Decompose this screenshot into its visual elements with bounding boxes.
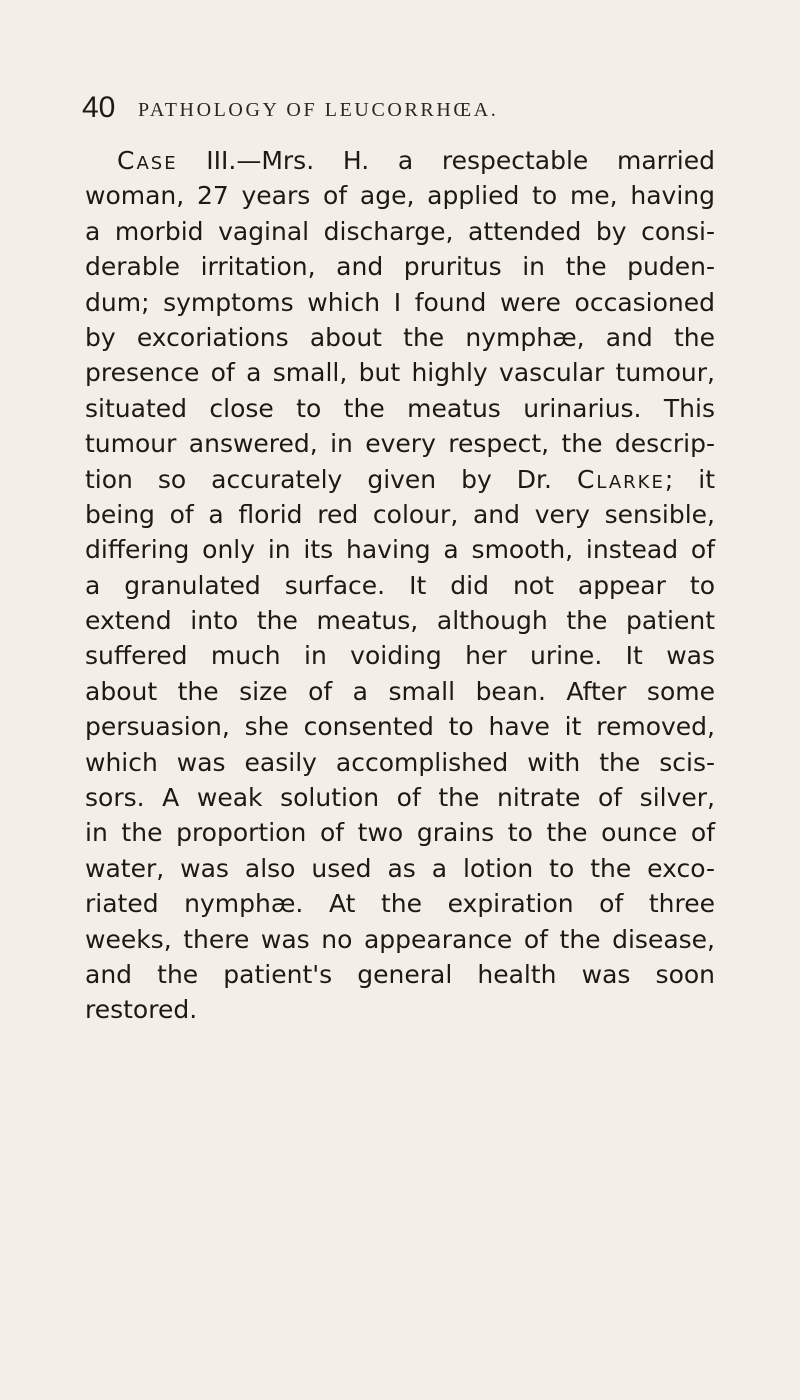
text-line: a granulated surface. It did not appear to [85,570,715,600]
text-line: in the proportion of two grains to the ounce of [85,818,715,848]
text-line: weeks, there was no appearance of the disease, [85,924,715,954]
text-line: a morbid vaginal discharge, attended by consi- [85,216,715,246]
text-line: restored. [85,995,198,1025]
body-paragraph [85,143,715,1028]
text-line: water, was also used as a lotion to the exco- [85,853,715,883]
text-line [85,143,715,178]
text-line: woman, 27 years of age, applied to me, having [85,181,715,211]
page-header [82,88,722,128]
text-line: suffered much in voiding her urine. It was [85,641,715,671]
author-name: Clarke [576,464,665,494]
text-line: tumour answered, in every respect, the descrip- [85,429,715,459]
text-line: persuasion, she consented to have it removed, [85,712,715,742]
text-line-content: III.—Mrs. H. a respectable married [177,146,715,175]
text-line: differing only in its having a smooth, instead of [85,535,715,565]
text-line: presence of a small, but highly vascular tumour, [85,358,715,388]
text-line [85,462,715,497]
text-line: dum; symptoms which I found were occasioned [85,287,715,317]
text-line-prefix: tion so accurately given by Dr. [85,464,577,494]
running-head: PATHOLOGY OF LEUCORRHŒA. [138,99,499,121]
text-line: derable irritation, and pruritus in the puden- [85,252,715,282]
text-line: extend into the meatus, although the patient [85,606,715,636]
text-line-content: ; it [664,464,715,494]
text-line: by excoriations about the nymphæ, and the [85,322,715,352]
text-line: riated nymphæ. At the expiration of three [85,889,715,919]
page-number: 40 [82,91,116,124]
text-line: about the size of a small bean. After some [85,676,715,706]
text-line: being of a florid red colour, and very sensible, [85,499,715,529]
text-line: sors. A weak solution of the nitrate of silver, [85,783,715,813]
case-label: Case [117,146,178,175]
text-line: which was easily accomplished with the scis- [85,747,715,777]
text-line: and the patient's general health was soon [85,959,715,989]
text-line: situated close to the meatus urinarius. This [85,393,715,423]
